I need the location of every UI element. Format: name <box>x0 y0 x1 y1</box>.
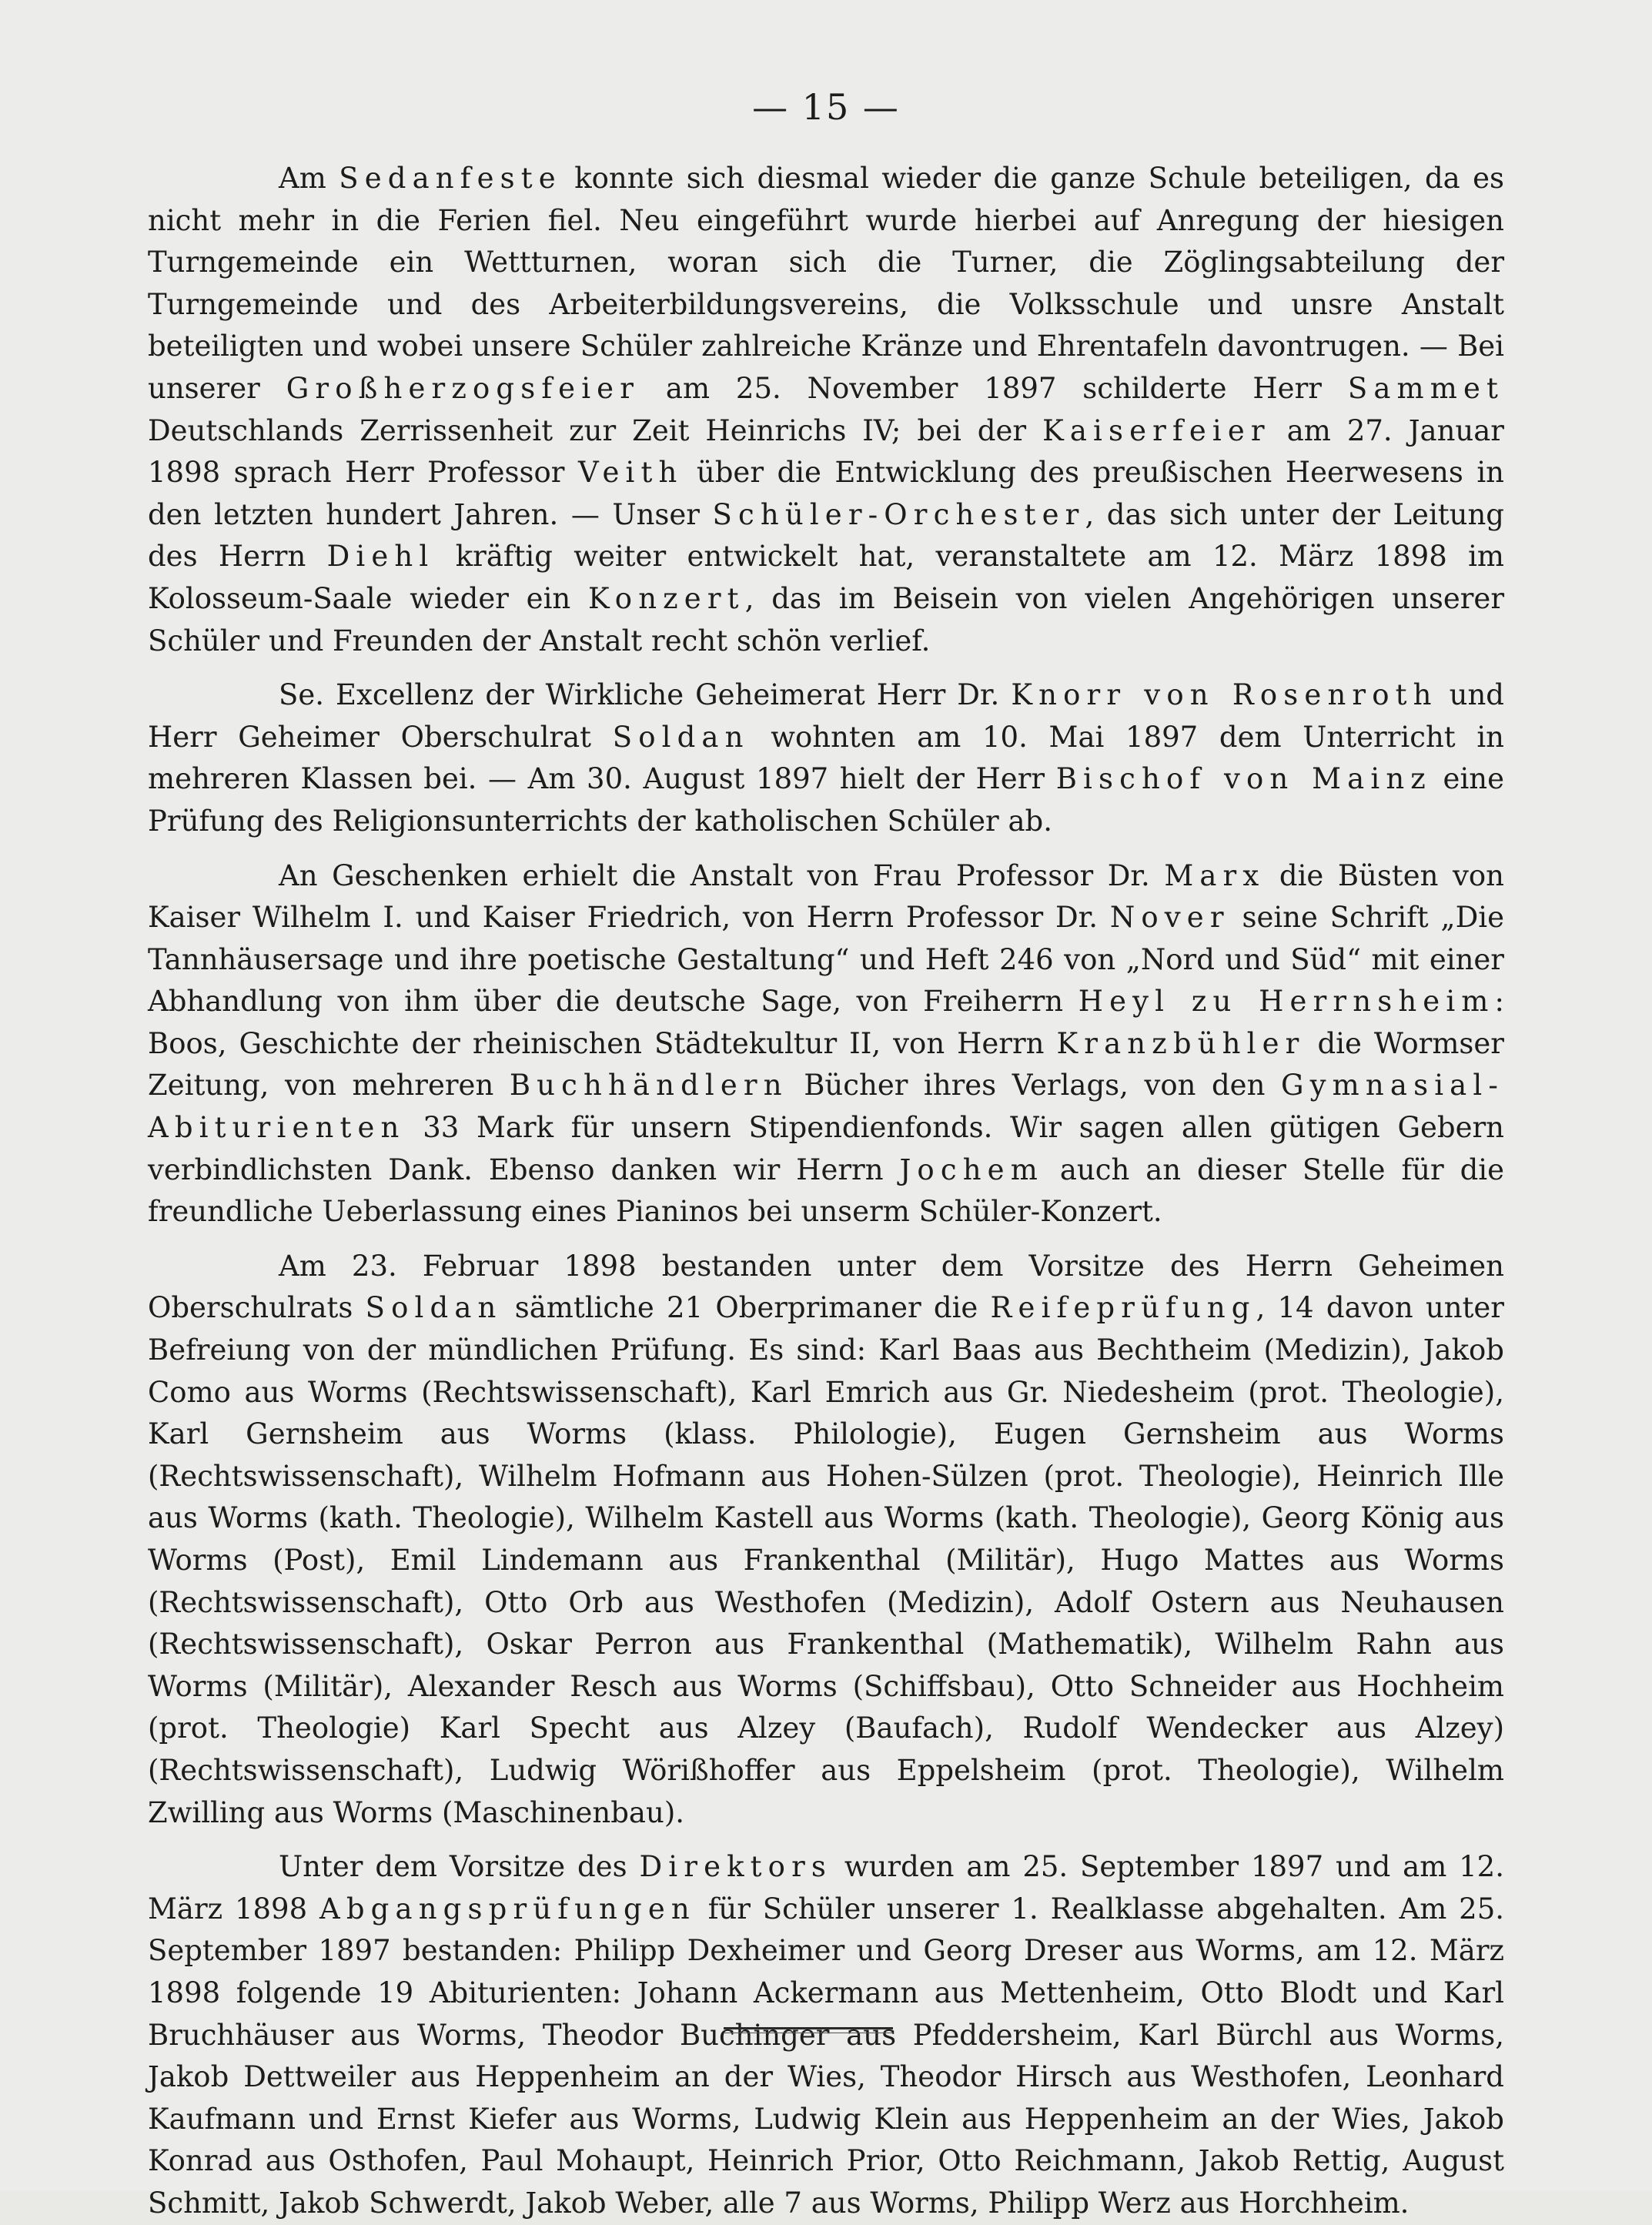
paragraph-reifepruefung <box>148 1246 1504 1834</box>
text-run: sämtliche 21 Oberprimaner die <box>502 1291 991 1325</box>
emphasized-text: Abgangsprüfungen <box>319 1892 696 1926</box>
emphasized-text: Kaiserfeier <box>1042 413 1271 447</box>
emphasized-text: Soldan <box>612 720 750 754</box>
body-text <box>148 158 1504 2225</box>
emphasized-text: Schüler-Orchester <box>712 497 1085 531</box>
text-run: An Geschenken erhielt die Anstalt von Frau Professor Dr. <box>279 858 1165 892</box>
text-run: eine Prüfung des Religionsunterrichts der katholischen Schüler ab. <box>148 762 1504 838</box>
emphasized-text: Direktors <box>639 1850 833 1884</box>
paragraph-abgangspruefungen <box>148 1846 1504 2224</box>
text-run: auch an dieser Stelle für die freundliche Ueberlassung eines Pianinos bei unserm Schüler-Konzert. <box>148 1153 1504 1229</box>
text-run: wurden am 25. September 1897 und am 12. März 1898 <box>148 1850 1504 1926</box>
text-run: für Schüler unserer 1. Realklasse abgehalten. Am 25. September 1897 bestanden: Philipp Dexheimer und Georg Dreser aus Worms, am 12. März 1898 folgende 19 Abiturienten: Johann Ackermann aus Mettenheim, Otto Blodt und Karl Bruchhäuser aus Worms, Theodor Buchinger aus Pfeddersheim, Karl Bürchl aus Worms, Jakob Dettweiler aus Heppenheim an der Wies, Theodor Hirsch aus Westhofen, Leonhard Kaufmann und Ernst Kiefer aus Worms, Ludwig Klein aus Heppenheim an der Wies, Jakob Konrad aus Osthofen, Paul Mohaupt, Heinrich Prior, Otto Reichmann, Jakob Rettig, August Schmitt, Jakob Schwerdt, Jakob Weber, alle 7 aus Worms, Philipp Werz aus Horchheim. <box>148 1892 1505 2220</box>
emphasized-text: Kranzbühler <box>1056 1026 1306 1060</box>
text-run: und Herr Geheimer Oberschulrat <box>148 678 1504 754</box>
text-run: , 14 davon unter Befreiung von der mündlichen Prüfung. Es sind: Karl Baas aus Bechtheim (Medizin), Jakob Como aus Worms (Rechtswissenschaft), Karl Emrich aus Gr. Niedesheim (prot. Theologie), Karl Gernsheim aus Worms (klass. Philologie), Eugen Gernsheim aus Worms (Rechtswissenschaft), Wilhelm Hofmann aus Hohen-Sülzen (prot. Theologie), Heinrich Ille aus Worms (kath. Theologie), Wilhelm Kastell aus Worms (kath. Theologie), Georg König aus Worms (Post), Emil Lindemann aus Frankenthal (Militär), Hugo Mattes aus Worms (Rechtswissenschaft), Otto Orb aus Westhofen (Medizin), Adolf Ostern aus Neuhausen (Rechtswissenschaft), Oskar Perron aus Frankenthal (Mathematik), Wilhelm Rahn aus Worms (Militär), Alexander Resch aus Worms (Schiffsbau), Otto Schneider aus Hochheim (prot. Theologie) Karl Specht aus Alzey (Baufach), Rudolf Wendecker aus Alzey) (Rechtswissenschaft), Ludwig Wörißhoffer aus Eppelsheim (prot. Theologie), Wilhelm Zwilling aus Worms (Maschinenbau). <box>148 1291 1504 1829</box>
text-run: , das sich unter der Leitung des Herrn <box>148 497 1504 574</box>
text-run: die Büsten von Kaiser Wilhelm I. und Kaiser Friedrich, von Herrn Professor Dr. <box>148 858 1504 935</box>
text-run: die Wormser Zeitung, von mehreren <box>148 1026 1504 1102</box>
emphasized-text: Jochem <box>899 1153 1044 1186</box>
emphasized-text: Konzert <box>588 581 745 615</box>
emphasized-text: Buchhändlern <box>509 1069 788 1102</box>
text-run: , das im Beisein von vielen Angehörigen unserer Schüler und Freunden der Anstalt recht schön verlief. <box>148 581 1505 657</box>
page-number: — 15 — <box>752 86 900 128</box>
text-run: Se. Excellenz der Wirkliche Geheimerat Herr Dr. <box>279 678 1012 712</box>
text-run: am 27. Januar 1898 sprach Herr Professor <box>148 413 1504 490</box>
emphasized-text: Großherzogsfeier <box>286 371 640 405</box>
emphasized-text: Diehl <box>326 540 435 574</box>
emphasized-text: Sammet <box>1347 371 1505 405</box>
emphasized-text: Marx <box>1164 858 1266 892</box>
paragraph-sedanfest <box>148 158 1504 662</box>
emphasized-text: Reifeprüfung <box>990 1291 1256 1325</box>
text-run: Am <box>279 162 339 195</box>
text-run: am 25. November 1897 schilderte Herr <box>640 371 1348 405</box>
emphasized-text: Heyl zu Herrnsheim <box>1078 985 1495 1019</box>
emphasized-text: Soldan <box>365 1291 503 1325</box>
text-run: wohnten am 10. Mai 1897 dem Unterricht in mehreren Klassen bei. — Am 30. August 1897 hielt der Herr <box>148 720 1504 796</box>
text-run: konnte sich diesmal wieder die ganze Schule beteiligen, da es nicht mehr in die Ferien fiel. Neu eingeführt wurde hierbei auf Anregung der hiesigen Turngemeinde ein Wettturnen, woran sich die Turner, die Zöglingsabteilung der Turngemeinde und des Arbeiterbildungsvereins, die Volksschule und unsre Anstalt beteiligten und wobei unsere Schüler zahlreiche Kränze und Ehrentafeln davontrugen. — Bei unserer <box>148 162 1504 405</box>
text-run: über die Entwicklung des preußischen Heerwesens in den letzten hundert Jahren. — Unser <box>148 456 1504 531</box>
emphasized-text: Gymnasial-Abiturienten <box>148 1069 1504 1145</box>
text-run: 33 Mark für unsern Stipendienfonds. Wir sagen allen gütigen Gebern verbindlichsten Dank. Ebenso danken wir Herrn <box>148 1111 1504 1186</box>
paragraph-gifts <box>148 855 1504 1233</box>
emphasized-text: Knorr von Rosenroth <box>1011 678 1438 712</box>
text-run: Deutschlands Zerrissenheit zur Zeit Heinrichs IV; bei der <box>148 413 1043 447</box>
paragraph-visits <box>148 674 1504 842</box>
text-run: kräftig weiter entwickelt hat, veranstaltete am 12. März 1898 im Kolosseum-Saale wieder ein <box>148 540 1504 615</box>
emphasized-text: Veith <box>577 456 684 490</box>
emphasized-text: Sedanfeste <box>339 162 562 195</box>
text-run: Am 23. Februar 1898 bestanden unter dem Vorsitze des Herrn Geheimen Oberschulrats <box>148 1249 1504 1325</box>
emphasized-text: Bischof von Mainz <box>1055 762 1432 796</box>
footer-divider <box>724 2027 893 2029</box>
text-run: : Boos, Geschichte der rheinischen Städtekultur II, von Herrn <box>148 985 1504 1060</box>
text-run: seine Schrift „Die Tannhäusersage und ihre poetische Gestaltung“ und Heft 246 von „Nord und Süd“ mit einer Abhandlung von ihm über die deutsche Sage, von Freiherrn <box>148 901 1504 1019</box>
text-run: Bücher ihres Verlags, von den <box>788 1069 1281 1102</box>
text-run: Unter dem Vorsitze des <box>279 1850 640 1884</box>
emphasized-text: Nover <box>1109 901 1230 935</box>
